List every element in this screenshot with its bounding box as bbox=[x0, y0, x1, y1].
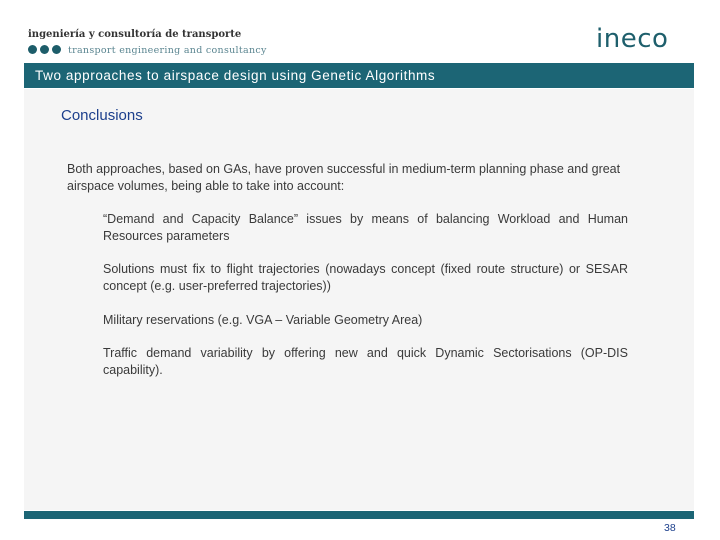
slide-title: Two approaches to airspace design using Genetic Algorithms bbox=[35, 68, 436, 83]
section-heading: Conclusions bbox=[61, 107, 143, 124]
bullet-item: Traffic demand variability by offering new and quick Dynamic Sectorisations (OP-DIS capability). bbox=[103, 346, 628, 377]
intro-paragraph: Both approaches, based on GAs, have proven successful in medium-term planning phase and great airspace volumes, being able to take into account: bbox=[67, 162, 621, 193]
bullet-item: Solutions must fix to flight trajectories (nowadays concept (fixed route structure) or SESAR concept (e.g. user-preferred trajectories)) bbox=[103, 262, 628, 293]
bullet-item: “Demand and Capacity Balance” issues by means of balancing Workload and Human Resources parameters bbox=[103, 212, 628, 243]
ineco-logo: ineco bbox=[596, 24, 669, 54]
page-number: 38 bbox=[664, 522, 676, 534]
slide-title-bar bbox=[24, 63, 694, 88]
content-panel bbox=[24, 89, 694, 510]
bullet-item: Military reservations (e.g. VGA – Variable Geometry Area) bbox=[103, 313, 423, 327]
tagline-english: transport engineering and consultancy bbox=[68, 45, 267, 56]
tagline-spanish: ingeniería y consultoría de transporte bbox=[28, 29, 242, 40]
footer-bar bbox=[24, 511, 694, 519]
brand-dots-icon bbox=[28, 45, 61, 54]
